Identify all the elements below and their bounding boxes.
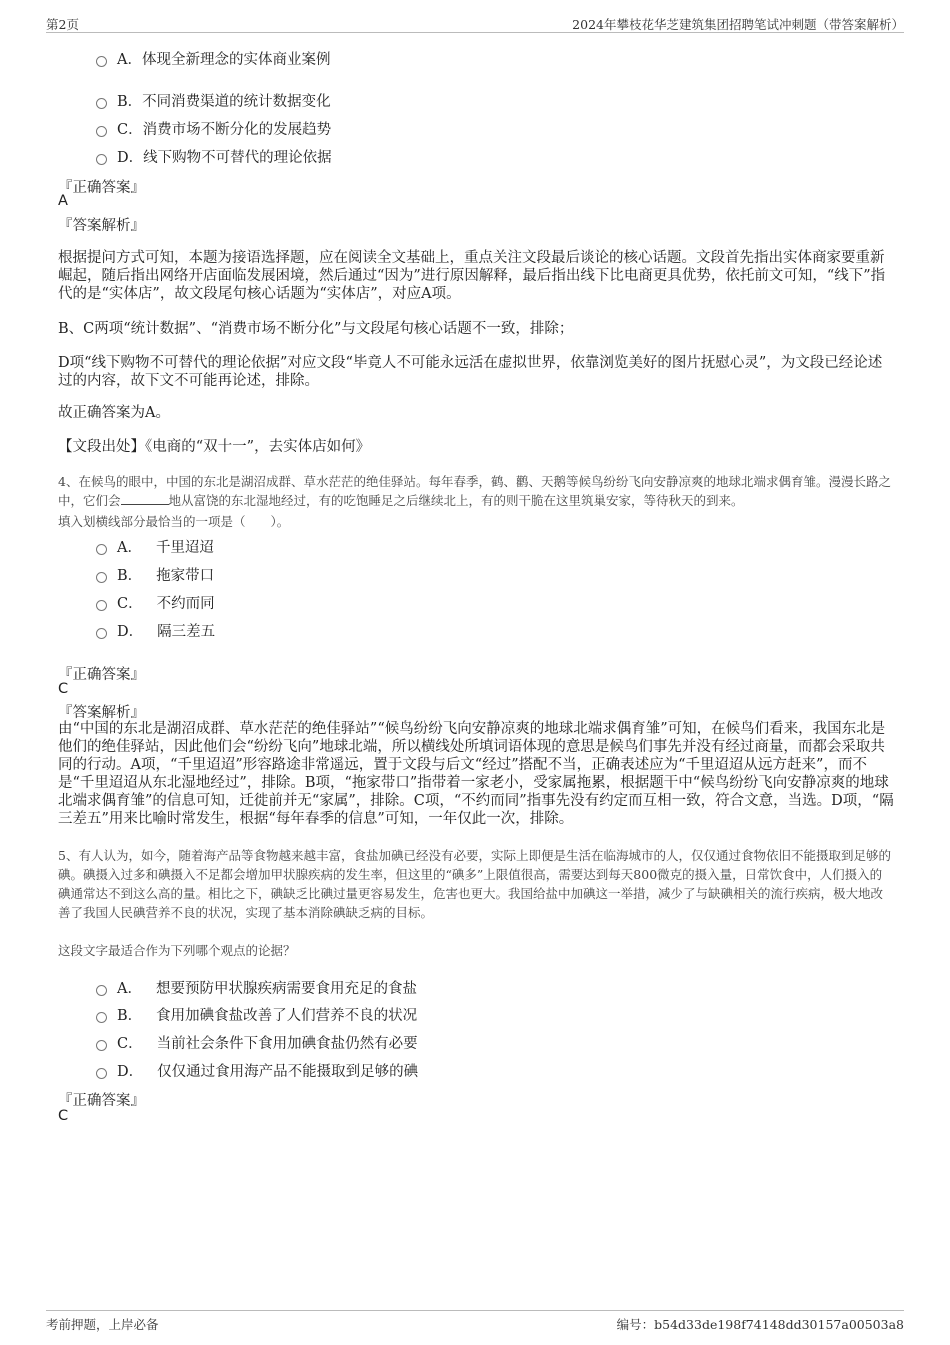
- q4-analysis: 由“中国的东北是湖沼成群、草水茫茫的绝佳驿站”“候鸟纷纷飞向安静凉爽的地球北端求偶育雏”可知，在候鸟们看来，我国东北是他们的绝佳驿站，因此他们会“纷纷飞向”地球北端，所以横线处所填词语体现的意思是候鸟们事先并没有经过商量，而都会采取共同的行动。A项，“千里迢迢”形容路途非常遥远，置于文段与后文“经过”搭配不当，正确表述应为“千里迢迢从远方赶来”，而不是“千里迢迢从东北湿地经过”，排除。B项，“拖家带口”指带着一家老小，受家属拖累，根据题干中“候鸟纷纷飞向安静凉爽的地球北端求偶育雏”的信息可知，迁徙前并无“家属”，排除。C项，“不约而同”指事先没有约定而互相一致，符合文意，当选。D项，“隔三差五”用来比喻时常发生，根据“每年春季的信息”可知，一年仅此一次，排除。: [58, 721, 894, 827]
- q4-option-b[interactable]: B． 拖家带口: [96, 564, 214, 585]
- radio-icon[interactable]: [96, 56, 107, 67]
- q5-option-c[interactable]: C． 当前社会条件下食用加碘食盐仍然有必要: [96, 1032, 418, 1053]
- footer-slogan: 考前押题，上岸必备: [46, 1317, 159, 1332]
- radio-icon[interactable]: [96, 98, 107, 109]
- radio-icon[interactable]: [96, 572, 107, 583]
- q4-analysis-label: 『答案解析』: [58, 705, 145, 721]
- radio-icon[interactable]: [96, 628, 107, 639]
- q5-option-b[interactable]: B． 食用加碘食盐改善了人们营养不良的状况: [96, 1004, 417, 1025]
- q3-option-c[interactable]: C． 消费市场不断分化的发展趋势: [96, 118, 331, 139]
- radio-icon[interactable]: [96, 1040, 107, 1051]
- q4-answer: C: [58, 681, 69, 697]
- q3-option-b[interactable]: B． 不同消费渠道的统计数据变化: [96, 90, 331, 111]
- document-code: 编号：b54d33de198f74148dd30157a00503a8: [616, 1317, 904, 1332]
- radio-icon[interactable]: [96, 154, 107, 165]
- page-footer: [46, 1310, 904, 1333]
- q5-prompt: 这段文字最适合作为下列哪个观点的论据？: [58, 943, 296, 958]
- q4-option-d[interactable]: D． 隔三差五: [96, 620, 215, 641]
- radio-icon[interactable]: [96, 544, 107, 555]
- q3-option-a[interactable]: A． 体现全新理念的实体商业案例: [96, 48, 330, 69]
- q5-option-a[interactable]: A． 想要预防甲状腺疾病需要食用充足的食盐: [96, 977, 417, 998]
- page-number: 第2页: [46, 17, 79, 32]
- q4-option-a[interactable]: A． 千里迢迢: [96, 536, 214, 557]
- q3-answer: A: [58, 193, 68, 209]
- q4-prompt: 填入划横线部分最恰当的一项是（ ）。: [58, 514, 290, 529]
- q3-analysis-p2: B、C两项“统计数据”、“消费市场不断分化”与文段尾句核心话题不一致，排除；: [58, 321, 574, 337]
- page-header: [46, 12, 904, 33]
- radio-icon[interactable]: [96, 985, 107, 996]
- q3-analysis-p4: 故正确答案为A。: [58, 405, 170, 421]
- q3-answer-label: 『正确答案』: [58, 180, 145, 196]
- q4-stem: 4、在候鸟的眼中，中国的东北是湖沼成群、草水茫茫的绝佳驿站。每年春季，鹤、鹳、天鹅等候鸟纷纷飞向安静凉爽的地球北端求偶育雏。漫漫长路之中，它们会 地从富饶的东北湿地经过，有的吃饱睡足之后继续北上，有的则干脆在这里筑巢安家，等待秋天的到来。: [58, 474, 891, 508]
- fill-blank: [121, 492, 169, 505]
- radio-icon[interactable]: [96, 1012, 107, 1023]
- radio-icon[interactable]: [96, 600, 107, 611]
- q3-option-d[interactable]: D． 线下购物不可替代的理论依据: [96, 146, 332, 167]
- q3-source: 【文段出处】《电商的“双十一”，去实体店如何》: [58, 439, 371, 455]
- q5-answer: C: [58, 1108, 69, 1124]
- q3-analysis-p3: D项“线下购物不可替代的理论依据”对应文段“毕竟人不可能永远活在虚拟世界，依靠浏览美好的图片抚慰心灵”，为文段已经论述过的内容，故下文不可能再论述，排除。: [58, 355, 883, 389]
- q4-answer-label: 『正确答案』: [58, 667, 145, 683]
- q5-stem: 5、有人认为，如今，随着海产品等食物越来越丰富，食盐加碘已经没有必要，实际上即便是生活在临海城市的人，仅仅通过食物依旧不能摄取到足够的碘。碘摄入过多和碘摄入不足都会增加甲状腺疾病的发生率，但这里的“碘多”上限值很高，需要达到每天800微克的摄入量，日常饮食中，人们摄入的碘通常达不到这么高的量。相比之下，碘缺乏比碘过量更容易发生，危害也更大。我国给盐中加碘这一举措，减少了与缺碘相关的流行疾病，极大地改善了我国人民碘营养不良的状况，实现了基本消除碘缺乏病的目标。: [58, 848, 891, 920]
- document-title: 2024年攀枝花华芝建筑集团招聘笔试冲刺题（带答案解析）: [572, 17, 904, 32]
- q3-analysis-label: 『答案解析』: [58, 218, 145, 234]
- q3-analysis-p1: 根据提问方式可知，本题为接语选择题，应在阅读全文基础上，重点关注文段最后谈论的核心话题。文段首先指出实体商家要重新崛起，随后指出网络开店面临发展困境，然后通过“因为”进行原因解释，最后指出线下比电商更具优势，依托前文可知，“线下”指代的是“实体店”，故文段尾句核心话题为“实体店”，对应A项。: [58, 250, 886, 302]
- q5-answer-label: 『正确答案』: [58, 1093, 145, 1109]
- radio-icon[interactable]: [96, 126, 107, 137]
- q4-option-c[interactable]: C． 不约而同: [96, 592, 215, 613]
- q5-option-d[interactable]: D． 仅仅通过食用海产品不能摄取到足够的碘: [96, 1060, 418, 1081]
- radio-icon[interactable]: [96, 1068, 107, 1079]
